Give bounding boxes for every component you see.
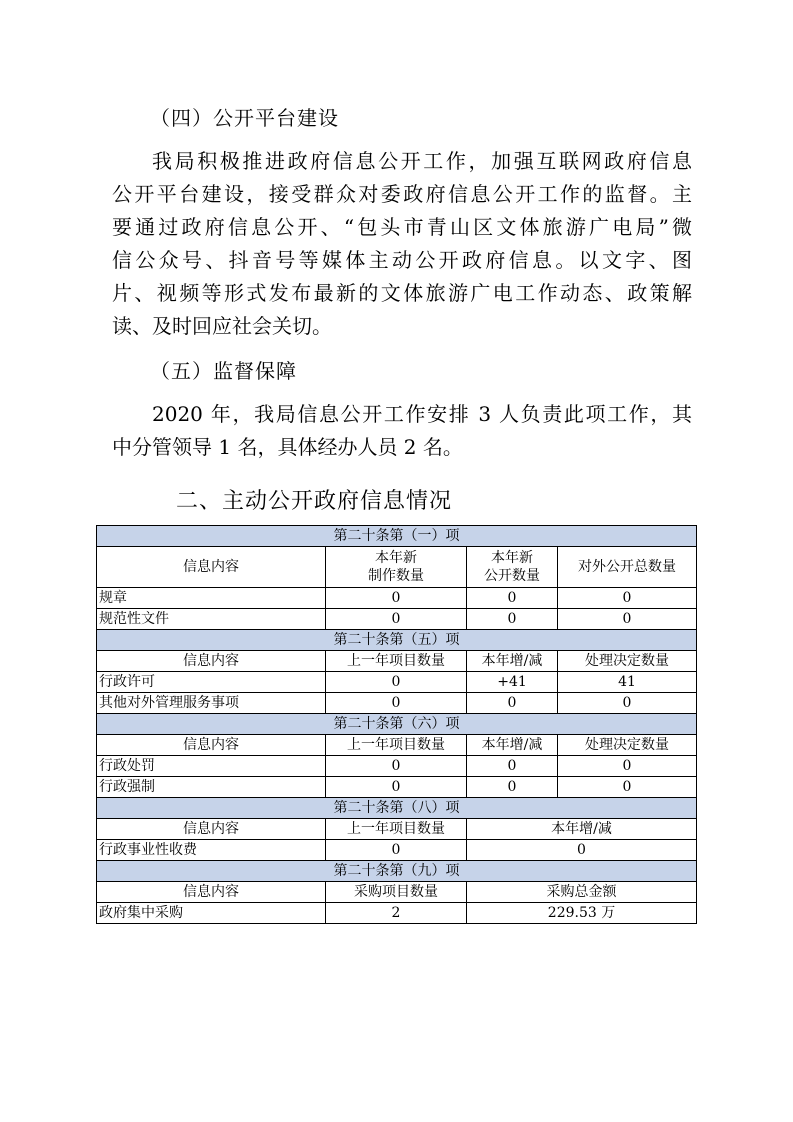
- value-cell: 0: [558, 693, 697, 714]
- paragraph-line: 信公众号、抖音号等媒体主动公开政府信息。以文字、图: [112, 248, 692, 272]
- table-row: [97, 756, 697, 777]
- header-cell: 上一年项目数量: [326, 735, 467, 756]
- table-header-row: [97, 882, 697, 903]
- value-cell: 0: [558, 756, 697, 777]
- value-cell: 0: [467, 693, 558, 714]
- table-row: [97, 777, 697, 798]
- paragraph-line: 读、及时回应社会关切。: [112, 314, 332, 338]
- value-cell: 229.53 万: [467, 903, 697, 924]
- paragraph-line: 要通过政府信息公开、“包头市青山区文体旅游广电局”微: [112, 215, 692, 239]
- header-cell: 信息内容: [97, 819, 326, 840]
- header-cell: 对外公开总数量: [558, 547, 697, 588]
- info-disclosure-table: [96, 525, 697, 924]
- row-label-cell: 行政事业性收费: [97, 840, 326, 861]
- value-cell: 0: [326, 609, 467, 630]
- header-cell: 本年增/减: [467, 735, 558, 756]
- value-cell: +41: [467, 672, 558, 693]
- table-section-row: [97, 630, 697, 651]
- table-section-row: [97, 526, 697, 547]
- header-cell: 本年新 制作数量: [326, 547, 467, 588]
- table-section-row: [97, 798, 697, 819]
- table-header-row: [97, 651, 697, 672]
- header-cell: 采购项目数量: [326, 882, 467, 903]
- row-label-cell: 行政强制: [97, 777, 326, 798]
- header-cell: 信息内容: [97, 651, 326, 672]
- paragraph-platform: [112, 145, 692, 343]
- value-cell: 0: [558, 588, 697, 609]
- row-label-cell: 行政许可: [97, 672, 326, 693]
- header-cell: 本年新 公开数量: [467, 547, 558, 588]
- row-label-cell: 规章: [97, 588, 326, 609]
- value-cell: 2: [326, 903, 467, 924]
- table-header-row: [97, 819, 697, 840]
- paragraph-supervision: [112, 398, 692, 464]
- value-cell: 0: [326, 693, 467, 714]
- value-cell: 0: [558, 609, 697, 630]
- row-label-cell: 行政处罚: [97, 756, 326, 777]
- section-title-cell: 第二十条第（一）项: [97, 526, 697, 547]
- row-label-cell: 其他对外管理服务事项: [97, 693, 326, 714]
- value-cell: 0: [326, 777, 467, 798]
- paragraph-line: 公开平台建设，接受群众对委政府信息公开工作的监督。主: [112, 182, 692, 206]
- paragraph-line: 2020 年，我局信息公开工作安排 3 人负责此项工作，其: [152, 402, 692, 426]
- table-row: [97, 588, 697, 609]
- table-row: [97, 672, 697, 693]
- value-cell: 0: [467, 588, 558, 609]
- section-title-cell: 第二十条第（六）项: [97, 714, 697, 735]
- header-cell: 处理决定数量: [558, 651, 697, 672]
- value-cell: 0: [467, 756, 558, 777]
- header-cell: 上一年项目数量: [326, 819, 467, 840]
- value-cell: 0: [326, 588, 467, 609]
- row-label-cell: 规范性文件: [97, 609, 326, 630]
- main-heading: 二、主动公开政府信息情况: [176, 489, 453, 514]
- table-row: [97, 840, 697, 861]
- value-cell: 0: [326, 756, 467, 777]
- header-cell: 信息内容: [97, 547, 326, 588]
- value-cell: 0: [467, 777, 558, 798]
- section-heading-platform: （四）公开平台建设: [150, 106, 339, 130]
- section-title-cell: 第二十条第（五）项: [97, 630, 697, 651]
- table-row: [97, 693, 697, 714]
- table-header-row: [97, 547, 697, 588]
- section-title-cell: 第二十条第（八）项: [97, 798, 697, 819]
- table-section-row: [97, 714, 697, 735]
- table-section-row: [97, 861, 697, 882]
- table-header-row: [97, 735, 697, 756]
- value-cell: 41: [558, 672, 697, 693]
- header-cell: 处理决定数量: [558, 735, 697, 756]
- paragraph-line: 我局积极推进政府信息公开工作，加强互联网政府信息: [152, 149, 692, 173]
- paragraph-line: 片、视频等形式发布最新的文体旅游广电工作动态、政策解: [112, 281, 692, 305]
- section-title-cell: 第二十条第（九）项: [97, 861, 697, 882]
- header-cell: 采购总金额: [467, 882, 697, 903]
- header-cell: 信息内容: [97, 882, 326, 903]
- value-cell: 0: [326, 840, 467, 861]
- value-cell: 0: [467, 609, 558, 630]
- header-cell: 上一年项目数量: [326, 651, 467, 672]
- header-cell: 信息内容: [97, 735, 326, 756]
- header-cell: 本年增/减: [467, 651, 558, 672]
- value-cell: 0: [326, 672, 467, 693]
- section-heading-supervision: （五）监督保障: [150, 359, 297, 383]
- value-cell: 0: [467, 840, 697, 861]
- row-label-cell: 政府集中采购: [97, 903, 326, 924]
- table-row: [97, 609, 697, 630]
- table-row: [97, 903, 697, 924]
- value-cell: 0: [558, 777, 697, 798]
- paragraph-line: 中分管领导 1 名，具体经办人员 2 名。: [112, 435, 463, 459]
- header-cell: 本年增/减: [467, 819, 697, 840]
